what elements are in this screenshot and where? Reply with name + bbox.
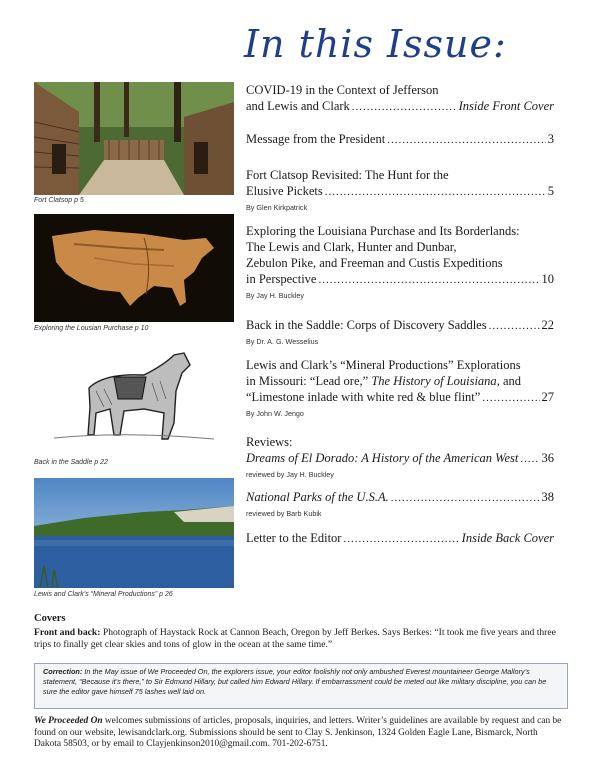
page-number: 38: [541, 490, 554, 504]
toc-entry-reviews[interactable]: Reviews: Dreams of El Dorado: A History of the American West ..... 36 reviewed by Jay H. Buckley: [246, 434, 554, 479]
toc-entry-fort-clatsop[interactable]: Fort Clatsop Revisited: The Hunt for the Elusive Pickets ..... 5 By Glen Kirkpatrick: [246, 167, 554, 212]
page-number: 10: [541, 272, 554, 286]
page-number: Inside Front Cover: [458, 99, 554, 113]
toc-entry-national-parks[interactable]: National Parks of the U.S.A. ..... 38 reviewed by Barb Kubik: [246, 489, 554, 518]
author: By Jay H. Buckley: [246, 291, 304, 300]
page-number: 22: [541, 318, 554, 332]
fort-clatsop-caption: Fort Clatsop p 5: [34, 197, 84, 204]
louisiana-map-photo: [34, 214, 234, 322]
author: By Glen Kirkpatrick: [246, 203, 308, 212]
page-number: 27: [541, 390, 554, 404]
covers-section: Covers Front and back: Photograph of Haystack Rock at Cannon Beach, Oregon by Jeff Berkes. Says Berkes: “It took me five years and three trips to finally get clear skies and tons of glow in the ocean at the same time.”: [34, 613, 564, 651]
author: By Dr. A. G. Wesselius: [246, 337, 319, 346]
missouri-river-photo: [34, 478, 234, 588]
page-title: In this Issue:: [244, 22, 507, 66]
covers-heading: Covers: [34, 613, 66, 624]
correction-box: Correction: In the May issue of We Proceeded On, the explorers issue, your editor foolishly not only ambushed Everest mountaineer George Mallory’s statement, “Because it’s there,” to Sir Edmund Hillary, but called him Edward Hillary. If embarrassment could be meted out like military discipline, you can be sure the editor gave himself 75 lashes well laid on.: [34, 663, 568, 709]
toc-entry-saddle[interactable]: Back in the Saddle: Corps of Discovery Saddles ..... 22 By Dr. A. G. Wesselius: [246, 317, 554, 346]
page-number: 5: [547, 184, 554, 198]
author: reviewed by Barb Kubik: [246, 509, 322, 518]
toc-entry-covid[interactable]: COVID-19 in the Context of Jefferson and Lewis and Clark ..... Inside Front Cover: [246, 82, 554, 115]
toc-entry-louisiana[interactable]: Exploring the Louisiana Purchase and Its Borderlands: The Lewis and Clark, Hunter and Dunbar, Zebulon Pike, and Freeman and Custis Expeditions in Perspective ..... 10 By Jay H. Buckley: [246, 223, 554, 300]
fort-clatsop-photo: [34, 82, 234, 195]
louisiana-map-caption: Exploring the Lousian Purchase p 10: [34, 325, 149, 332]
author: By John W. Jengo: [246, 409, 304, 418]
toc-entry-letter[interactable]: Letter to the Editor ..... Inside Back Cover: [246, 530, 554, 547]
submissions-note: We Proceeded On welcomes submissions of articles, proposals, inquiries, and letters. Writer’s guidelines are available by request and can be found on our website, lewisandclark.org. Submissions should be sent to Clay S. Jenkinson, 1324 Golden Eagle Lane, Bismarck, North Dakota 58503, or by email to Clayjenkinson2010@gmail.com. 701-202-6751.: [34, 716, 562, 749]
saddle-horse-sketch: [34, 343, 234, 453]
page-number: 3: [547, 132, 554, 146]
page-number: Inside Back Cover: [461, 531, 554, 545]
toc-entry-mineral[interactable]: Lewis and Clark’s “Mineral Productions” Explorations in Missouri: “Lead ore,” The History of Louisiana, and “Limestone inlade with white red & blue flint” ..... 27 By John W. Jengo: [246, 357, 554, 418]
toc-entry-president[interactable]: Message from the President ..... 3: [246, 131, 554, 148]
reviews-heading: Reviews:: [246, 435, 293, 449]
saddle-caption: Back in the Saddle p 22: [34, 459, 108, 466]
author: reviewed by Jay H. Buckley: [246, 470, 334, 479]
river-caption: Lewis and Clark’s “Mineral Productions” p 26: [34, 591, 173, 598]
page-number: 36: [541, 451, 554, 465]
